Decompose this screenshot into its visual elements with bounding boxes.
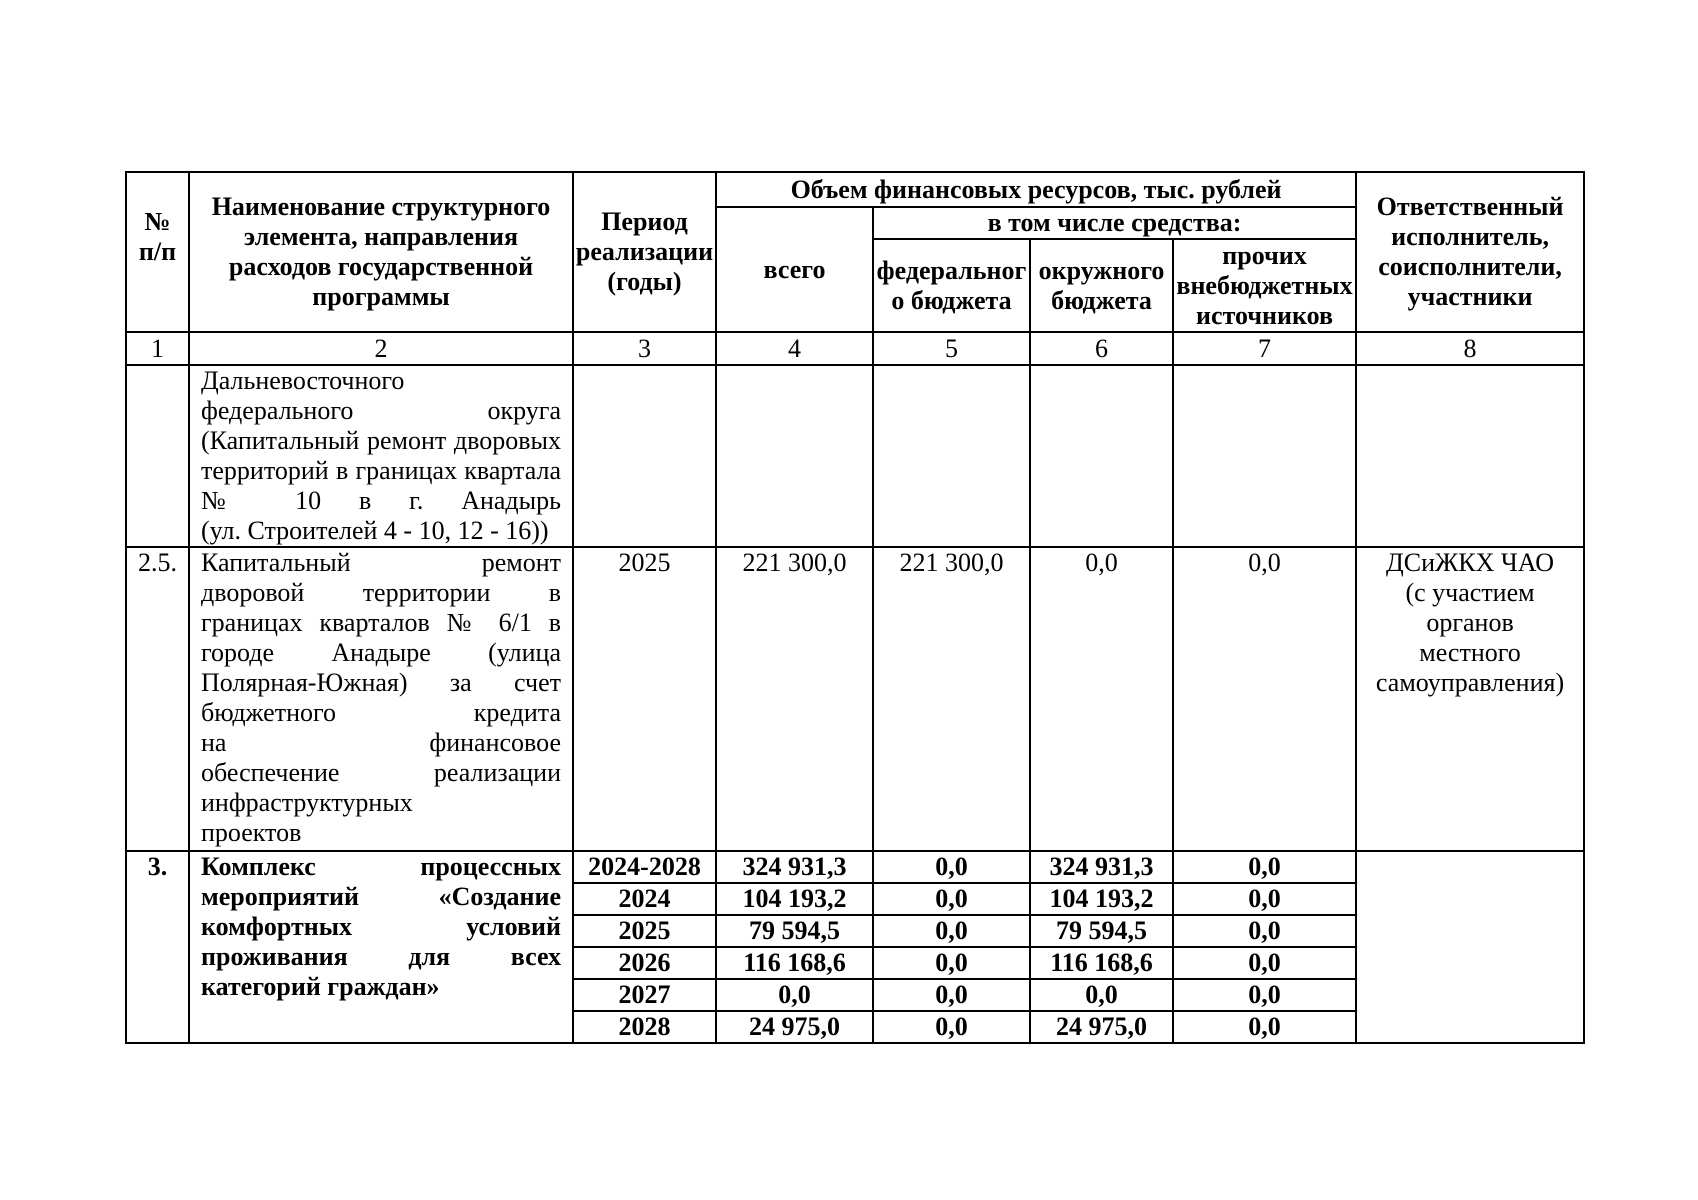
cell-responsible [1356, 365, 1584, 547]
header-line: программы [312, 282, 450, 311]
cell-federal: 0,0 [873, 947, 1030, 979]
cell-federal: 0,0 [873, 915, 1030, 947]
cell-period: 2026 [573, 947, 716, 979]
header-row [126, 172, 1584, 207]
name-line: Дальневосточного [201, 366, 405, 395]
column-number-cell: 2 [189, 332, 573, 365]
cell-district: 24 975,0 [1030, 1011, 1173, 1043]
cell-number: 3. [126, 851, 189, 1043]
cell-name [189, 547, 573, 851]
cell-period: 2028 [573, 1011, 716, 1043]
header-cell-other [1173, 239, 1356, 332]
column-number-cell: 8 [1356, 332, 1584, 365]
cell-period [573, 365, 716, 547]
column-number-cell: 3 [573, 332, 716, 365]
name-line: границах кварталов № 6/1 в [201, 608, 561, 637]
cell-period: 2024-2028 [573, 851, 716, 883]
header-cell-district [1030, 239, 1173, 332]
cell-district: 0,0 [1030, 979, 1173, 1011]
table-row [126, 365, 1584, 547]
cell-responsible [1356, 851, 1584, 1043]
column-numbers-row [126, 332, 1584, 365]
header-line: Ответственный [1376, 192, 1564, 221]
cell-number: 2.5. [126, 547, 189, 851]
cell-district: 116 168,6 [1030, 947, 1173, 979]
name-line: (Капитальный ремонт дворовых [201, 426, 561, 455]
cell-federal: 0,0 [873, 1011, 1030, 1043]
header-cell-name [189, 172, 573, 332]
cell-number [126, 365, 189, 547]
table-row [126, 851, 1584, 883]
header-cell-number [126, 172, 189, 332]
header-line: п/п [138, 237, 177, 266]
program-financing-table [125, 171, 1585, 1044]
name-line: Комплекс процессных [201, 852, 561, 881]
header-line: (годы) [607, 267, 682, 296]
table-body [126, 172, 1584, 1043]
header-line: исполнитель, [1391, 222, 1549, 251]
name-line: федерального округа [201, 396, 561, 425]
responsible-line: местного [1419, 638, 1521, 667]
name-line: мероприятий «Создание [201, 882, 561, 911]
cell-federal: 0,0 [873, 979, 1030, 1011]
cell-total: 24 975,0 [716, 1011, 873, 1043]
cell-other: 0,0 [1173, 915, 1356, 947]
cell-name [189, 365, 573, 547]
cell-other: 0,0 [1173, 883, 1356, 915]
header-cell-total: всего [716, 207, 873, 332]
name-line: Капитальный ремонт [201, 548, 561, 577]
name-line: городе Анадыре (улица [201, 638, 561, 667]
name-line: инфраструктурных [201, 788, 413, 817]
column-number-cell: 6 [1030, 332, 1173, 365]
header-line: федеральног [876, 255, 1027, 285]
header-line: участники [1407, 282, 1533, 311]
header-cell-including: в том числе средства: [873, 207, 1356, 239]
cell-other: 0,0 [1173, 947, 1356, 979]
column-number-cell: 7 [1173, 332, 1356, 365]
name-line: территорий в границах квартала [201, 456, 561, 485]
responsible-line: ДСиЖКХ ЧАО [1386, 548, 1555, 577]
header-line: реализации [575, 237, 714, 266]
table-row [126, 547, 1584, 851]
cell-total: 324 931,3 [716, 851, 873, 883]
name-line: категорий граждан» [201, 972, 440, 1001]
cell-federal [873, 365, 1030, 547]
name-line: обеспечение реализации [201, 758, 561, 787]
header-cell-responsible [1356, 172, 1584, 332]
cell-total: 79 594,5 [716, 915, 873, 947]
header-line: расходов государственной [228, 252, 534, 281]
name-line: Полярная-Южная) за счет [201, 668, 561, 697]
cell-total [716, 365, 873, 547]
cell-name [189, 851, 573, 1043]
header-line: о бюджета [891, 285, 1012, 315]
cell-period: 2025 [573, 915, 716, 947]
cell-total: 116 168,6 [716, 947, 873, 979]
cell-district: 0,0 [1030, 547, 1173, 851]
cell-district: 79 594,5 [1030, 915, 1173, 947]
cell-other [1173, 365, 1356, 547]
column-number-cell: 4 [716, 332, 873, 365]
cell-other: 0,0 [1173, 547, 1356, 851]
cell-total: 104 193,2 [716, 883, 873, 915]
name-line: на финансовое [201, 728, 561, 757]
cell-federal: 0,0 [873, 883, 1030, 915]
header-line: элемента, направления [243, 222, 519, 251]
name-line: (ул. Строителей 4 - 10, 12 - 16)) [201, 516, 549, 545]
header-line: соисполнители, [1378, 252, 1562, 281]
header-line: бюджета [1051, 285, 1152, 315]
responsible-line: (с участием [1405, 578, 1535, 607]
name-line: дворовой территории в [201, 578, 561, 607]
cell-district: 324 931,3 [1030, 851, 1173, 883]
name-line: бюджетного кредита [201, 698, 561, 727]
cell-federal: 221 300,0 [873, 547, 1030, 851]
cell-responsible [1356, 547, 1584, 851]
cell-period: 2027 [573, 979, 716, 1011]
header-cell-finance-volume: Объем финансовых ресурсов, тыс. рублей [716, 172, 1356, 207]
cell-district: 104 193,2 [1030, 883, 1173, 915]
header-cell-period [573, 172, 716, 332]
responsible-line: самоуправления) [1375, 668, 1565, 697]
cell-total: 221 300,0 [716, 547, 873, 851]
cell-other: 0,0 [1173, 1011, 1356, 1043]
name-line: проектов [201, 818, 302, 847]
name-line: комфортных условий [201, 912, 561, 941]
header-line: Наименование структурного [211, 192, 551, 221]
header-line: внебюджетных [1176, 270, 1353, 300]
name-line: № 10 в г. Анадырь [201, 486, 561, 515]
column-number-cell: 5 [873, 332, 1030, 365]
column-number-cell: 1 [126, 332, 189, 365]
cell-federal: 0,0 [873, 851, 1030, 883]
header-line: окружного [1038, 255, 1165, 285]
name-line: проживания для всех [201, 942, 561, 971]
cell-other: 0,0 [1173, 979, 1356, 1011]
header-line: № [144, 207, 171, 236]
header-line: источников [1196, 300, 1333, 330]
cell-district [1030, 365, 1173, 547]
header-cell-federal [873, 239, 1030, 332]
cell-period: 2024 [573, 883, 716, 915]
cell-total: 0,0 [716, 979, 873, 1011]
cell-period: 2025 [573, 547, 716, 851]
responsible-line: органов [1426, 608, 1514, 637]
header-line: Период [601, 207, 688, 236]
header-line: прочих [1222, 240, 1307, 270]
cell-other: 0,0 [1173, 851, 1356, 883]
